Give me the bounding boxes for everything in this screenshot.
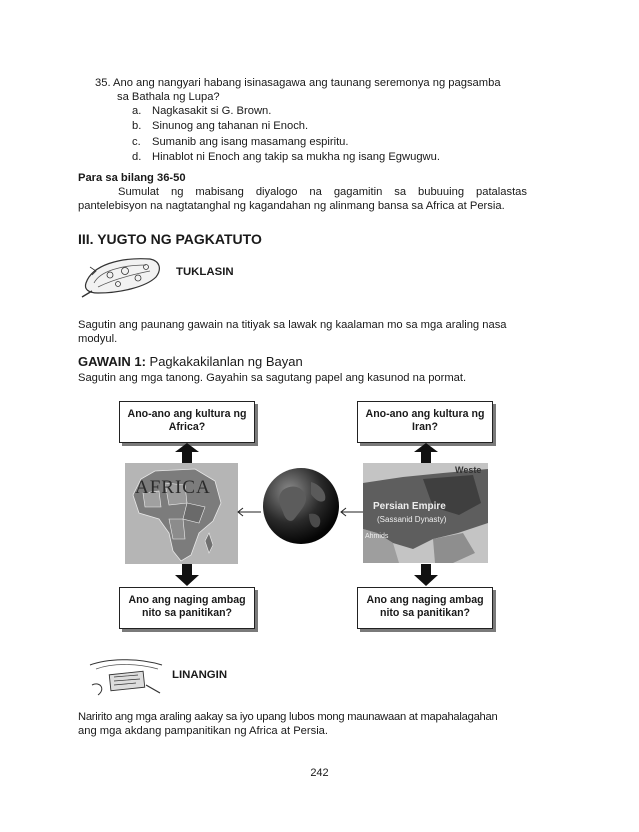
globe-icon <box>261 466 341 546</box>
question-35-line2: sa Bathala ng Lupa? <box>117 91 220 103</box>
africa-map-label: AFRICA <box>135 477 211 498</box>
option-d: d. Hinablot ni Enoch ang takip sa mukha ng isang Egwugwu. <box>132 151 440 164</box>
persia-corner-label: Weste <box>455 465 482 475</box>
persia-label-2: (Sassanid Dynasty) <box>377 515 447 524</box>
option-c: c. Sumanib ang isang masamang espiritu. <box>132 135 349 148</box>
para-line1: Sumulat ng mabisang diyalogo na gagamitin sa bubuuing patalastas <box>118 186 527 198</box>
hand-writing-icon <box>86 655 166 697</box>
persia-map-image <box>363 463 488 563</box>
linangin-line2: ang mga akdang pampanitikan ng Africa at Persia. <box>78 725 329 737</box>
arrow-up-left <box>174 442 200 464</box>
arrow-down-right <box>413 563 439 587</box>
option-b: b. Sinunog ang tahanan ni Enoch. <box>132 120 309 133</box>
arrow-left-connector <box>237 506 263 518</box>
box-top-right: Ano-ano ang kultura ng Iran? <box>357 401 493 443</box>
gawain-title: GAWAIN 1: Pagkakakilanlan ng Bayan <box>78 354 303 369</box>
arrow-right-connector <box>340 506 364 518</box>
persia-label-1: Persian Empire <box>373 501 446 512</box>
box-top-left: Ano-ano ang kultura ng Africa? <box>119 401 255 443</box>
question-35-options <box>132 104 440 166</box>
para-title: Para sa bilang 36-50 <box>78 172 186 184</box>
para-line2: pantelebisyon na nagtatanghal ng kagandahan ng alinmang bansa sa Africa at Persia. <box>78 200 505 212</box>
page-number: 242 <box>310 767 329 779</box>
map-puzzle-icon <box>80 253 165 299</box>
arrow-up-right <box>413 442 439 464</box>
question-35 <box>95 76 545 104</box>
box-bottom-right: Ano ang naging ambag nito sa panitikan? <box>357 587 493 629</box>
option-a: a. Nagkasakit si G. Brown. <box>132 105 272 117</box>
tuklasin-label: TUKLASIN <box>176 266 234 278</box>
box-bottom-left: Ano ang naging ambag nito sa panitikan? <box>119 587 255 629</box>
gawain-instruction: Sagutin ang mga tanong. Gayahin sa sagutang papel ang kasunod na pormat. <box>78 372 467 384</box>
persia-side-label: Ahmids <box>365 533 389 540</box>
tuklasin-line1: Sagutin ang paunang gawain na titiyak sa lawak ng kaalaman mo sa mga araling nasa <box>78 319 507 331</box>
tuklasin-line2: modyul. <box>78 333 118 345</box>
linangin-label: LINANGIN <box>172 669 228 681</box>
section-heading: III. YUGTO NG PAGKATUTO <box>78 231 262 247</box>
linangin-line1: Naririto ang mga araling aakay sa iyo upang lubos mong maunawaan at mapahalagahan <box>78 711 498 723</box>
africa-map-image <box>125 463 238 564</box>
arrow-down-left <box>174 563 200 587</box>
question-35-line1: 35. Ano ang nangyari habang isinasagawa ang taunang seremonya ng pagsamba <box>95 77 501 89</box>
